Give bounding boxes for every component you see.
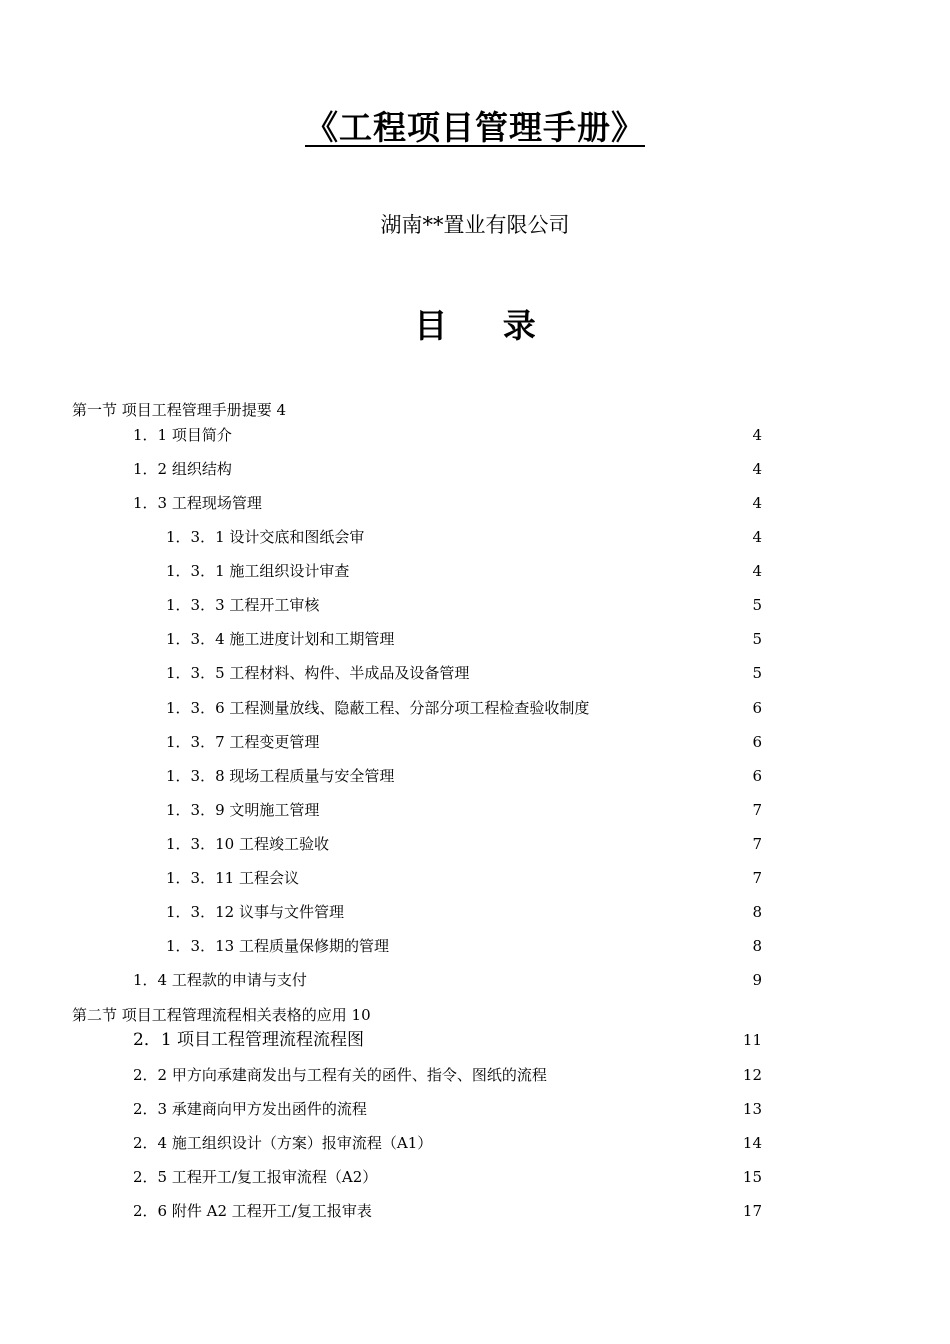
toc-entry-page: 7 bbox=[752, 835, 762, 853]
toc-entry-label: 1．3．12 议事与文件管理 bbox=[166, 903, 344, 921]
toc-entry-page: 14 bbox=[742, 1134, 762, 1152]
toc-entry-label: 1．3．7 工程变更管理 bbox=[166, 733, 320, 751]
toc-entry[interactable] bbox=[0, 1199, 950, 1223]
toc-entry-label: 1．3．3 工程开工审核 bbox=[166, 596, 320, 614]
toc-entry-label: 第二节 项目工程管理流程相关表格的应用 10 bbox=[72, 1006, 371, 1024]
toc-entry-page: 6 bbox=[752, 699, 762, 717]
toc-entry[interactable] bbox=[0, 1028, 950, 1052]
toc-entry-page: 5 bbox=[752, 664, 762, 682]
toc-entry-label: 2．4 施工组织设计（方案）报审流程（A1） bbox=[133, 1134, 433, 1152]
toc-entry-page: 12 bbox=[742, 1066, 762, 1084]
toc-entry-page: 17 bbox=[742, 1202, 762, 1220]
toc-entry-label: 1．1 项目简介 bbox=[133, 426, 232, 444]
toc-entry-label: 1．4 工程款的申请与支付 bbox=[133, 971, 307, 989]
toc-entry-label: 1．3．1 设计交底和图纸会审 bbox=[166, 528, 365, 546]
toc-entry-page: 4 bbox=[752, 528, 762, 546]
document-title-text: 《工程项目管理手册》 bbox=[305, 108, 645, 147]
toc-entry[interactable] bbox=[0, 832, 950, 856]
toc-entry[interactable] bbox=[0, 661, 950, 685]
toc-entry-label: 1．3．5 工程材料、构件、半成品及设备管理 bbox=[166, 664, 470, 682]
toc-entry[interactable] bbox=[0, 491, 950, 515]
toc-entry-label: 1．3．8 现场工程质量与安全管理 bbox=[166, 767, 395, 785]
company-name: 湖南**置业有限公司 bbox=[380, 213, 570, 237]
toc-entry-page: 6 bbox=[752, 767, 762, 785]
toc-entry[interactable] bbox=[0, 559, 950, 583]
toc-entry[interactable] bbox=[0, 900, 950, 924]
toc-entry[interactable] bbox=[0, 1131, 950, 1155]
toc-entry[interactable] bbox=[0, 593, 950, 617]
toc-entry-label: 1．3．4 施工进度计划和工期管理 bbox=[166, 630, 395, 648]
toc-entry-label: 1．2 组织结构 bbox=[133, 460, 232, 478]
toc-entry-label: 1．3．10 工程竣工验收 bbox=[166, 835, 329, 853]
toc-entry-page: 13 bbox=[742, 1100, 762, 1118]
toc-entry-page: 4 bbox=[752, 460, 762, 478]
toc-entry-label: 2．3 承建商向甲方发出函件的流程 bbox=[133, 1100, 367, 1118]
toc-entry-page: 11 bbox=[742, 1031, 762, 1049]
toc-entry[interactable] bbox=[0, 968, 950, 992]
toc-section-2[interactable] bbox=[0, 1003, 950, 1027]
toc-entry[interactable] bbox=[0, 457, 950, 481]
toc-entry-label: 1．3．6 工程测量放线、隐蔽工程、分部分项工程检查验收制度 bbox=[166, 699, 590, 717]
toc-entry[interactable] bbox=[0, 866, 950, 890]
toc-entry-label: 第一节 项目工程管理手册提要 4 bbox=[72, 401, 287, 419]
toc-entry[interactable] bbox=[0, 934, 950, 958]
toc-entry[interactable] bbox=[0, 696, 950, 720]
toc-section-1[interactable] bbox=[0, 398, 950, 422]
toc-entry-label: 2．6 附件 A2 工程开工/复工报审表 bbox=[133, 1202, 372, 1220]
toc-entry[interactable] bbox=[0, 764, 950, 788]
toc-entry[interactable] bbox=[0, 1097, 950, 1121]
toc-entry-page: 7 bbox=[752, 801, 762, 819]
toc-entry[interactable] bbox=[0, 798, 950, 822]
toc-entry-label: 1．3．11 工程会议 bbox=[166, 869, 299, 887]
toc-entry-label: 1．3．9 文明施工管理 bbox=[166, 801, 320, 819]
toc-entry-page: 8 bbox=[752, 937, 762, 955]
toc-entry[interactable] bbox=[0, 730, 950, 754]
toc-entry[interactable] bbox=[0, 1165, 950, 1189]
toc-entry-page: 15 bbox=[742, 1168, 762, 1186]
toc-entry-label: 2．2 甲方向承建商发出与工程有关的函件、指令、图纸的流程 bbox=[133, 1066, 547, 1084]
toc-entry[interactable] bbox=[0, 423, 950, 447]
toc-entry-page: 5 bbox=[752, 596, 762, 614]
toc-entry-label: 1．3 工程现场管理 bbox=[133, 494, 262, 512]
toc-entry[interactable] bbox=[0, 525, 950, 549]
toc-entry-label: 1．3．13 工程质量保修期的管理 bbox=[166, 937, 389, 955]
toc-entry-page: 9 bbox=[752, 971, 762, 989]
toc-entry-page: 5 bbox=[752, 630, 762, 648]
toc-entry-label: 1．3．1 施工组织设计审查 bbox=[166, 562, 350, 580]
toc-entry-label: 2．5 工程开工/复工报审流程（A2） bbox=[133, 1168, 378, 1186]
toc-entry[interactable] bbox=[0, 1063, 950, 1087]
toc-heading: 目 录 bbox=[414, 306, 558, 345]
toc-entry[interactable] bbox=[0, 627, 950, 651]
toc-entry-page: 6 bbox=[752, 733, 762, 751]
toc-entry-page: 8 bbox=[752, 903, 762, 921]
toc-entry-page: 4 bbox=[752, 426, 762, 444]
toc-entry-page: 4 bbox=[752, 494, 762, 512]
toc-entry-page: 4 bbox=[752, 562, 762, 580]
toc-entry-page: 7 bbox=[752, 869, 762, 887]
toc-entry-label: 2．1 项目工程管理流程流程图 bbox=[133, 1030, 365, 1050]
